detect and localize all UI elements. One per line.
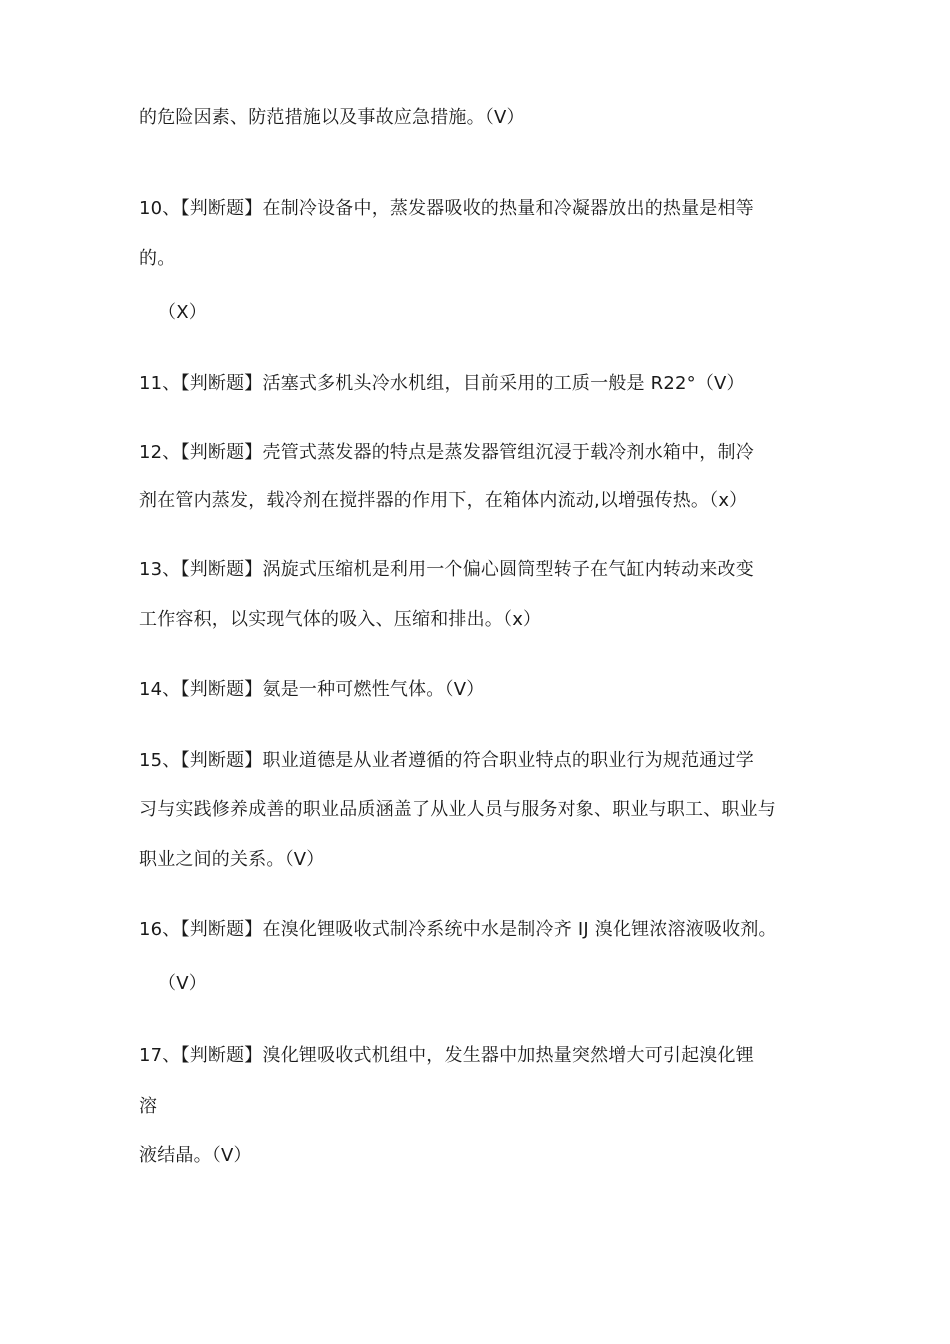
question-17-line-3: 液结晶。（V）: [139, 1145, 252, 1166]
text-line-9-end: 的危险因素、防范措施以及事故应急措施。（V）: [139, 107, 525, 128]
question-16-line-1: 16、【判断题】在溴化锂吸收式制冷系统中水是制冷齐 IJ 溴化锂浓溶液吸收剂。: [139, 919, 777, 940]
question-15-line-1: 15、【判断题】职业道德是从业者遵循的符合职业特点的职业行为规范通过学: [139, 750, 754, 771]
question-14: 14、【判断题】氨是一种可燃性气体。（V）: [139, 679, 485, 700]
question-12-line-2: 剂在管内蒸发，载冷剂在搅拌器的作用下，在箱体内流动,以增强传热。（x）: [139, 490, 748, 511]
question-17-line-2: 溶: [139, 1096, 158, 1117]
question-12-line-1: 12、【判断题】壳管式蒸发器的特点是蒸发器管组沉浸于载冷剂水箱中，制冷: [139, 442, 754, 463]
question-16-answer: （V）: [158, 973, 207, 994]
question-10-line-2: 的。: [139, 248, 176, 269]
question-15-line-2: 习与实践修养成善的职业品质涵盖了从业人员与服务对象、职业与职工、职业与: [139, 799, 776, 820]
question-15-line-3: 职业之间的关系。（V）: [139, 849, 325, 870]
question-17-line-1: 17、【判断题】溴化锂吸收式机组中，发生器中加热量突然增大可引起溴化锂: [139, 1045, 754, 1066]
question-11: 11、【判断题】活塞式多机头冷水机组，目前采用的工质一般是 R22°（V）: [139, 373, 745, 394]
question-13-line-2: 工作容积，以实现气体的吸入、压缩和排出。（x）: [139, 609, 542, 630]
question-13-line-1: 13、【判断题】涡旋式压缩机是利用一个偏心圆筒型转子在气缸内转动来改变: [139, 559, 754, 580]
question-10-answer: （X）: [158, 302, 207, 323]
question-10-line-1: 10、【判断题】在制冷设备中，蒸发器吸收的热量和冷凝器放出的热量是相等: [139, 198, 754, 219]
